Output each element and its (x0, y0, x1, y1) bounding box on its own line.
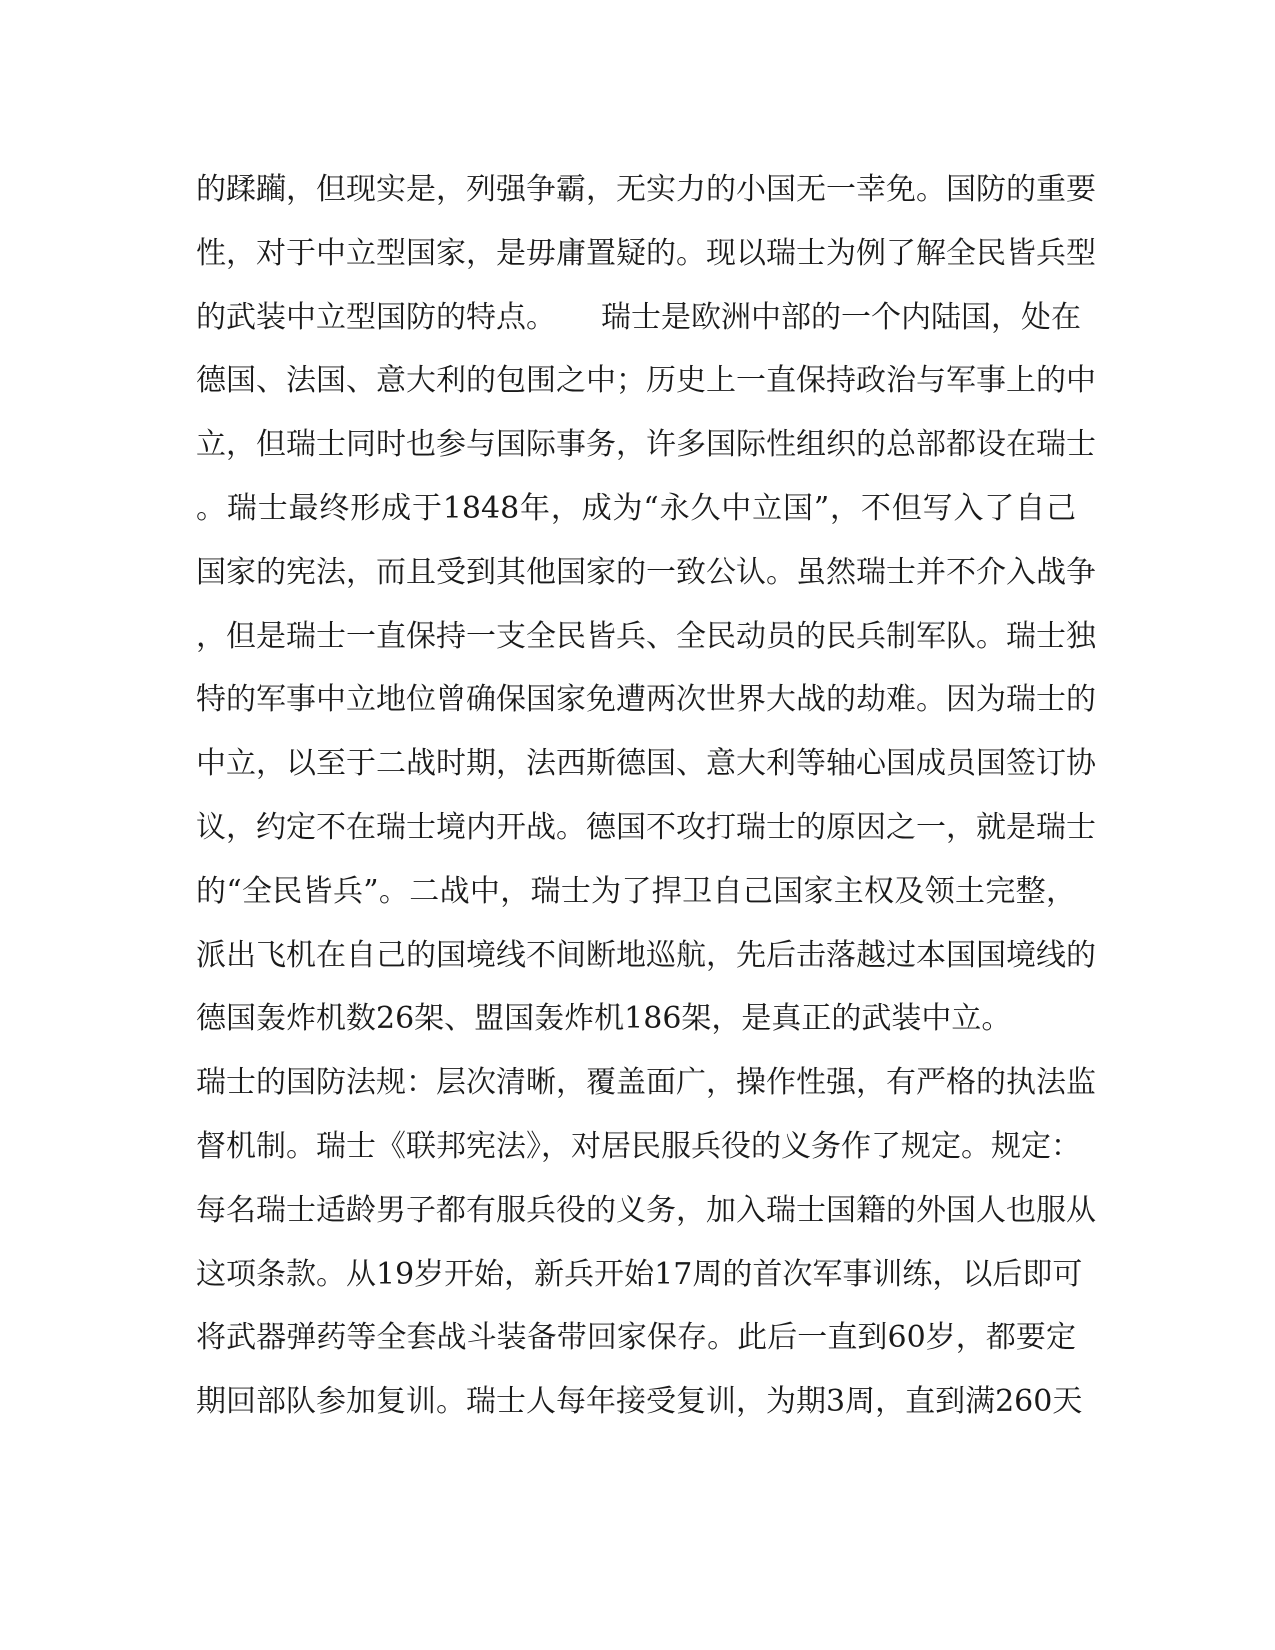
text-line: 督机制。瑞士《联邦宪法》，对居民服兵役的义务作了规定。规定： (196, 1128, 1081, 1164)
text-line: 期回部队参加复训。瑞士人每年接受复训，为期3周，直到满260天 (196, 1384, 1083, 1420)
text-line: 这项条款。从19岁开始，新兵开始17周的首次军事训练，以后即可 (196, 1256, 1083, 1292)
text-line: 德国轰炸机数26架、盟国轰炸机186架，是真正的武装中立。 (196, 1001, 1012, 1037)
text-line: 每名瑞士适龄男子都有服兵役的义务，加入瑞士国籍的外国人也服从 (196, 1192, 1096, 1228)
text-line: 派出飞机在自己的国境线不间断地巡航，先后击落越过本国国境线的 (196, 937, 1096, 973)
text-line: 国家的宪法，而且受到其他国家的一致公认。虽然瑞士并不介入战争 (196, 554, 1096, 590)
text-line: 将武器弹药等全套战斗装备带回家保存。此后一直到60岁，都要定 (196, 1320, 1076, 1356)
text-line: 性，对于中立型国家，是毋庸置疑的。现以瑞士为例了解全民皆兵型 (196, 235, 1096, 271)
text-line: 立，但瑞士同时也参与国际事务，许多国际性组织的总部都设在瑞士 (196, 427, 1096, 463)
body-text (196, 158, 1096, 1434)
text-line: 的蹂躏，但现实是，列强争霸，无实力的小国无一幸免。国防的重要 (196, 172, 1096, 207)
text-line: 的武装中立型国防的特点。 瑞士是欧洲中部的一个内陆国，处在 (196, 299, 1081, 335)
text-line: 瑞士的国防法规：层次清晰，覆盖面广，操作性强，有严格的执法监 (196, 1065, 1096, 1101)
text-line: 的“全民皆兵”。二战中，瑞士为了捍卫自己国家主权及领土完整， (196, 873, 1076, 909)
text-line: 特的军事中立地位曾确保国家免遭两次世界大战的劫难。因为瑞士的 (196, 682, 1096, 718)
text-line: 德国、法国、意大利的包围之中；历史上一直保持政治与军事上的中 (196, 363, 1096, 399)
text-line: ，但是瑞士一直保持一支全民皆兵、全民动员的民兵制军队。瑞士独 (196, 618, 1096, 654)
text-line: 。瑞士最终形成于1848年，成为“永久中立国”，不但写入了自己 (196, 490, 1076, 526)
text-line: 议，约定不在瑞士境内开战。德国不攻打瑞士的原因之一，就是瑞士 (196, 809, 1096, 845)
text-line: 中立，以至于二战时期，法西斯德国、意大利等轴心国成员国签订协 (196, 746, 1096, 782)
